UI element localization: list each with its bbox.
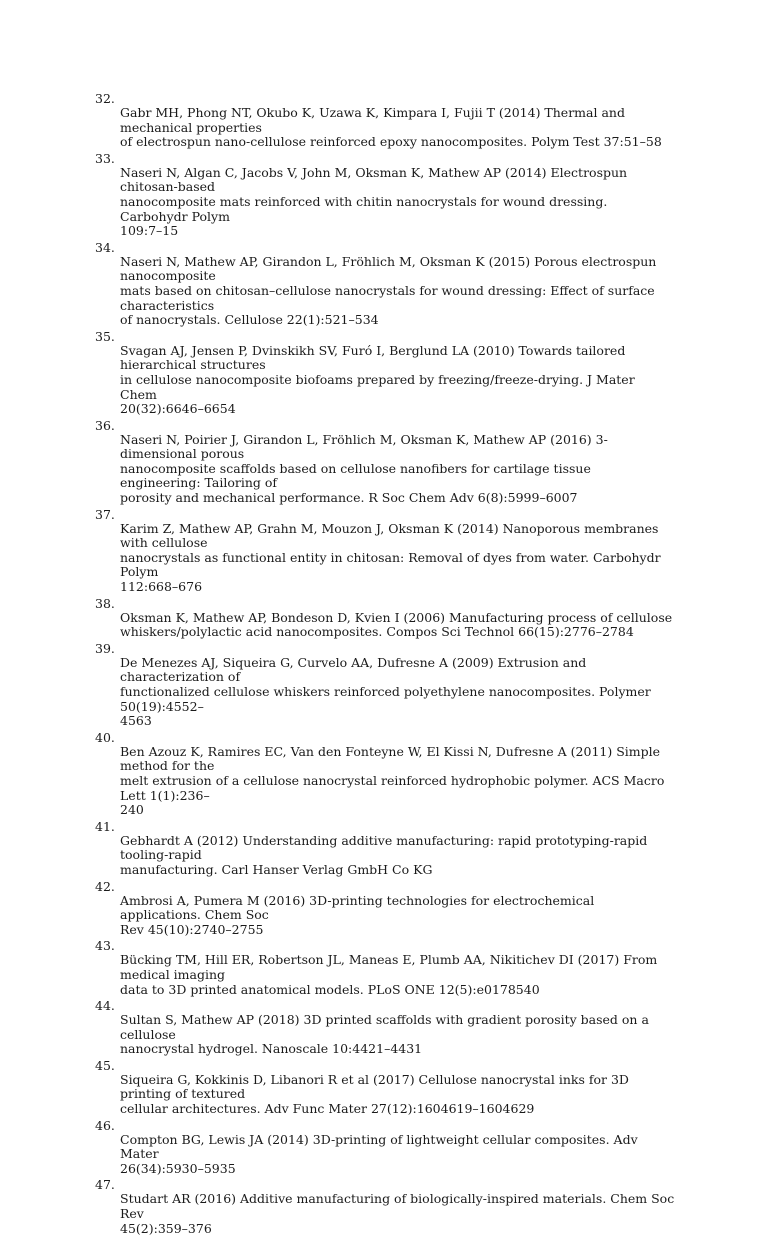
reference-item — [95, 730, 675, 818]
reference-line: in cellulose nanocomposite biofoams prepared by freezing/freeze-drying. J Mater Chem — [120, 371, 635, 402]
reference-line: functionalized cellulose whiskers reinforced polyethylene nanocomposites. Polymer 50(19):4552– — [120, 684, 651, 714]
reference-text — [120, 611, 675, 640]
reference-line: 20(32):6646–6654 — [120, 401, 236, 417]
reference-line: mats based on chitosan–cellulose nanocrystals for wound dressing: Effect of surface characteristics — [120, 282, 655, 313]
reference-item — [95, 1118, 675, 1177]
reference-item — [95, 507, 675, 595]
reference-line: Rev 45(10):2740–2755 — [120, 921, 264, 937]
reference-number: 34. — [95, 239, 115, 255]
reference-item — [95, 240, 675, 328]
reference-item — [95, 998, 675, 1057]
reference-line: Compton BG, Lewis JA (2014) 3D-printing of lightweight cellular composites. Adv Mater — [120, 1131, 638, 1162]
reference-item — [95, 1177, 675, 1236]
reference-line: Naseri N, Poirier J, Girandon L, Fröhlich M, Oksman K, Mathew AP (2016) 3-dimensional porous — [120, 431, 608, 462]
reference-text — [120, 834, 675, 878]
reference-text — [120, 1013, 675, 1057]
reference-text — [120, 894, 675, 938]
reference-line: nanocomposite mats reinforced with chitin nanocrystals for wound dressing. Carbohydr Polym — [120, 193, 608, 224]
reference-item — [95, 1058, 675, 1117]
reference-list — [95, 91, 675, 1237]
reference-line: melt extrusion of a cellulose nanocrystal reinforced hydrophobic polymer. ACS Macro Lett 1(1):236– — [120, 772, 665, 803]
reference-line: De Menezes AJ, Siqueira G, Curvelo AA, Dufresne A (2009) Extrusion and characterization of — [120, 654, 587, 685]
reference-line: Ben Azouz K, Ramires EC, Van den Fonteyne W, El Kissi N, Dufresne A (2011) Simple method for the — [120, 743, 661, 774]
reference-line: Siqueira G, Kokkinis D, Libanori R et al (2017) Cellulose nanocrystal inks for 3D printing of textured — [120, 1071, 629, 1102]
reference-text — [120, 1192, 675, 1236]
reference-number: 43. — [95, 938, 115, 954]
reference-line: Ambrosi A, Pumera M (2016) 3D-printing technologies for electrochemical applications. Chem Soc — [120, 892, 595, 923]
reference-line: Oksman K, Mathew AP, Bondeson D, Kvien I (2006) Manufacturing process of cellulose — [120, 609, 673, 625]
reference-line: of nanocrystals. Cellulose 22(1):521–534 — [120, 312, 379, 328]
reference-line: data to 3D printed anatomical models. PLoS ONE 12(5):e0178540 — [120, 981, 540, 997]
reference-line: nanocomposite scaffolds based on cellulose nanofibers for cartilage tissue engineering: Tailoring of — [120, 460, 591, 491]
reference-number: 33. — [95, 150, 115, 166]
reference-line: cellular architectures. Adv Func Mater 27(12):1604619–1604629 — [120, 1101, 535, 1117]
reference-text — [120, 166, 675, 239]
reference-line: Naseri N, Mathew AP, Girandon L, Fröhlich M, Oksman K (2015) Porous electrospun nanocomposite — [120, 253, 657, 284]
reference-item — [95, 596, 675, 640]
reference-line: 240 — [120, 802, 144, 818]
reference-line: Sultan S, Mathew AP (2018) 3D printed scaffolds with gradient porosity based on a cellulose — [120, 1012, 649, 1042]
reference-item — [95, 151, 675, 239]
reference-text — [120, 255, 675, 328]
reference-line: 112:668–676 — [120, 579, 203, 595]
reference-number: 38. — [95, 595, 115, 611]
reference-text — [120, 1133, 675, 1177]
reference-line: Gebhardt A (2012) Understanding additive manufacturing: rapid prototyping-rapid tooling-rapid — [120, 832, 648, 863]
reference-item — [95, 879, 675, 938]
reference-line: Svagan AJ, Jensen P, Dvinskikh SV, Furó I, Berglund LA (2010) Towards tailored hierarchical structures — [120, 342, 626, 373]
reference-item — [95, 91, 675, 150]
reference-text — [120, 344, 675, 417]
reference-number: 44. — [95, 998, 115, 1014]
reference-text — [120, 953, 675, 997]
reference-item — [95, 938, 675, 997]
reference-number: 35. — [95, 328, 115, 344]
reference-line: Gabr MH, Phong NT, Okubo K, Uzawa K, Kimpara I, Fujii T (2014) Thermal and mechanical properties — [120, 105, 625, 135]
reference-text — [120, 656, 675, 729]
reference-number: 41. — [95, 818, 115, 834]
reference-text — [120, 433, 675, 506]
reference-number: 47. — [95, 1177, 115, 1193]
reference-text — [120, 1073, 675, 1117]
reference-item — [95, 641, 675, 729]
reference-number: 45. — [95, 1057, 115, 1073]
reference-line: 4563 — [120, 713, 152, 729]
reference-line: Naseri N, Algan C, Jacobs V, John M, Oksman K, Mathew AP (2014) Electrospun chitosan-based — [120, 164, 628, 195]
reference-number: 32. — [95, 91, 115, 106]
reference-line: porosity and mechanical performance. R Soc Chem Adv 6(8):5999–6007 — [120, 490, 578, 506]
reference-line: Karim Z, Mathew AP, Grahn M, Mouzon J, Oksman K (2014) Nanoporous membranes with cellulose — [120, 520, 659, 551]
reference-number: 39. — [95, 640, 115, 656]
reference-number: 37. — [95, 506, 115, 522]
reference-item — [95, 819, 675, 878]
reference-number: 46. — [95, 1117, 115, 1133]
reference-number: 40. — [95, 729, 115, 745]
reference-line: Studart AR (2016) Additive manufacturing of biologically-inspired materials. Chem Soc Rev — [120, 1191, 675, 1222]
reference-line: Bücking TM, Hill ER, Robertson JL, Maneas E, Plumb AA, Nikitichev DI (2017) From medical imaging — [120, 952, 658, 982]
reference-line: 109:7–15 — [120, 223, 179, 239]
reference-line: 45(2):359–376 — [120, 1220, 212, 1236]
reference-item — [95, 329, 675, 417]
reference-line: of electrospun nano-cellulose reinforced epoxy nanocomposites. Polym Test 37:51–58 — [120, 134, 662, 150]
reference-item — [95, 418, 675, 506]
reference-line: nanocrystals as functional entity in chitosan: Removal of dyes from water. Carbohydr Polym — [120, 549, 661, 580]
reference-line: whiskers/polylactic acid nanocomposites. Compos Sci Technol 66(15):2776–2784 — [120, 624, 634, 640]
reference-line: 26(34):5930–5935 — [120, 1160, 236, 1176]
reference-line: nanocrystal hydrogel. Nanoscale 10:4421–4431 — [120, 1041, 423, 1057]
reference-number: 42. — [95, 878, 115, 894]
reference-text — [120, 106, 675, 150]
reference-text — [120, 745, 675, 818]
reference-number: 36. — [95, 417, 115, 433]
reference-text — [120, 522, 675, 595]
reference-line: manufacturing. Carl Hanser Verlag GmbH Co KG — [120, 861, 433, 877]
